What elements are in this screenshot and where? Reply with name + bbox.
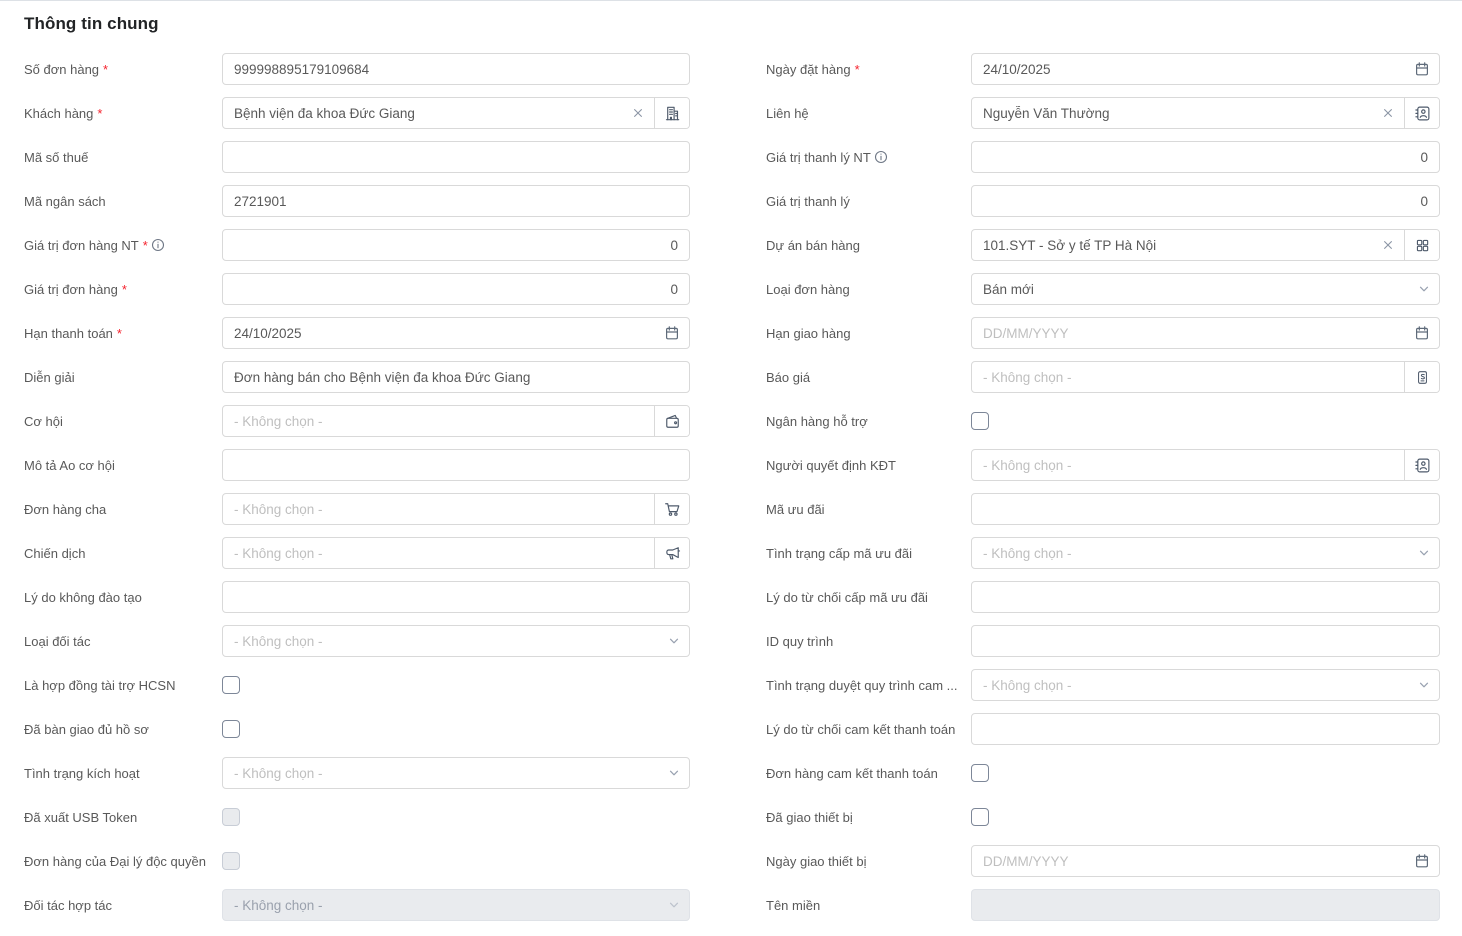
khach-hang-input[interactable]: [223, 98, 632, 128]
gia-tri-thanh-ly-nt-input[interactable]: [971, 141, 1440, 173]
co-hoi-lookup[interactable]: [222, 405, 690, 437]
field-label: Lý do từ chối cam kết thanh toán: [766, 721, 956, 737]
field-row-ngan-hang-ho-tro: [731, 399, 1462, 443]
ma-so-thue-input[interactable]: [222, 141, 690, 173]
bao-gia-lookup[interactable]: [971, 361, 1440, 393]
field-row-da-ban-giao-du-ho-so: [0, 707, 731, 751]
field-label: Đã xuất USB Token: [24, 809, 138, 825]
field-row-la-hop-dong-tai-tro-hcsn: [0, 663, 731, 707]
field-row-khach-hang: [0, 91, 731, 135]
field-row-ma-so-thue: [0, 135, 731, 179]
tinh-trang-kich-hoat-select[interactable]: [222, 757, 690, 789]
field-label: Mô tả Ao cơ hội: [24, 457, 115, 473]
field-label: Người quyết định KĐT: [766, 457, 896, 473]
ten-mien-input: [971, 889, 1440, 921]
field-label: Đã bàn giao đủ hồ sơ: [24, 721, 149, 737]
field-row-id-quy-trinh: [731, 619, 1462, 663]
don-hang-dai-ly-doc-quyen-checkbox: [222, 852, 240, 870]
field-label: Tình trạng cấp mã ưu đãi: [766, 545, 913, 561]
tinh-trang-duyet-quy-trinh-select[interactable]: [971, 669, 1440, 701]
bao-gia-input[interactable]: [972, 362, 1404, 392]
field-label: Dự án bán hàng: [766, 237, 860, 253]
decider-picker-button[interactable]: [1404, 450, 1439, 480]
field-label: Mã số thuế: [24, 149, 89, 165]
don-hang-cam-ket-thanh-toan-checkbox[interactable]: [971, 764, 989, 782]
field-row-ngay-giao-thiet-bi: [731, 839, 1462, 883]
ma-uu-dai-input[interactable]: [971, 493, 1440, 525]
han-giao-hang-input[interactable]: [971, 317, 1440, 349]
field-label: Ngày đặt hàng *: [766, 62, 860, 77]
field-label: Số đơn hàng *: [24, 62, 108, 77]
field-row-ma-uu-dai: [731, 487, 1462, 531]
contact-card-icon: [1414, 457, 1431, 474]
lien-he-input[interactable]: [972, 98, 1382, 128]
gia-tri-don-hang-nt-input[interactable]: [222, 229, 690, 261]
loai-don-hang-value[interactable]: [971, 273, 1440, 305]
chevron-down-icon: [1418, 679, 1430, 691]
field-label: ID quy trình: [766, 633, 834, 649]
field-row-tinh-trang-cap-ma-uu-dai: [731, 531, 1462, 575]
clear-icon[interactable]: [632, 98, 654, 128]
tinh-trang-duyet-quy-trinh-value[interactable]: [971, 669, 1440, 701]
tinh-trang-cap-ma-uu-dai-value[interactable]: [971, 537, 1440, 569]
chevron-down-icon: [668, 899, 680, 911]
field-label: Tên miền: [766, 897, 821, 913]
building-icon: [664, 105, 681, 122]
loai-doi-tac-value[interactable]: [222, 625, 690, 657]
field-label: Giá trị thanh lý: [766, 193, 850, 209]
han-thanh-toan-input[interactable]: [222, 317, 690, 349]
ngay-dat-hang-input[interactable]: [971, 53, 1440, 85]
field-row-loai-don-hang: [731, 267, 1462, 311]
da-giao-thiet-bi-checkbox[interactable]: [971, 808, 989, 826]
calendar-icon[interactable]: [1414, 853, 1430, 869]
don-hang-cha-input[interactable]: [223, 494, 654, 524]
field-label: Giá trị đơn hàng NT *: [24, 238, 148, 253]
field-row-du-an-ban-hang: [731, 223, 1462, 267]
don-hang-cha-lookup[interactable]: [222, 493, 690, 525]
field-row-don-hang-cha: [0, 487, 731, 531]
co-hoi-input[interactable]: [223, 406, 654, 436]
gia-tri-don-hang-input[interactable]: [222, 273, 690, 305]
form-column-right: [731, 47, 1462, 927]
field-row-ma-ngan-sach: [0, 179, 731, 223]
field-row-co-hoi: [0, 399, 731, 443]
field-row-han-giao-hang: [731, 311, 1462, 355]
field-label: Cơ hội: [24, 413, 63, 429]
ly-do-khong-dao-tao-input[interactable]: [222, 581, 690, 613]
field-label: Đơn hàng cam kết thanh toán: [766, 765, 938, 781]
info-icon[interactable]: [874, 150, 888, 164]
field-row-mo-ta-ao-co-hoi: [0, 443, 731, 487]
loai-doi-tac-select[interactable]: [222, 625, 690, 657]
chevron-down-icon: [1418, 283, 1430, 295]
doi-tac-hop-tac-value: [222, 889, 690, 921]
field-row-ly-do-tu-choi-cap-ma-uu-dai: [731, 575, 1462, 619]
field-label: Báo giá: [766, 369, 811, 385]
grid-icon: [1415, 238, 1430, 253]
field-label: Đã giao thiết bị: [766, 809, 853, 825]
field-row-da-giao-thiet-bi: [731, 795, 1462, 839]
calendar-icon[interactable]: [1414, 61, 1430, 77]
field-row-ten-mien: [731, 883, 1462, 927]
ma-ngan-sach-input[interactable]: [222, 185, 690, 217]
ly-do-tu-choi-cam-ket-input[interactable]: [971, 713, 1440, 745]
field-label: Đơn hàng của Đại lý độc quyền: [24, 853, 206, 869]
khach-hang-lookup[interactable]: [222, 97, 690, 129]
du-an-ban-hang-lookup[interactable]: [971, 229, 1440, 261]
field-row-doi-tac-hop-tac: [0, 883, 731, 927]
doi-tac-hop-tac-select: [222, 889, 690, 921]
so-don-hang-input[interactable]: [222, 53, 690, 85]
du-an-ban-hang-input[interactable]: [972, 230, 1382, 260]
field-label: Tình trạng duyệt quy trình cam ...: [766, 677, 958, 693]
loai-don-hang-select[interactable]: [971, 273, 1440, 305]
field-label: Loại đơn hàng: [766, 281, 850, 297]
field-row-gia-tri-don-hang-nt: [0, 223, 731, 267]
field-row-loai-doi-tac: [0, 619, 731, 663]
field-row-tinh-trang-duyet-quy-trinh: [731, 663, 1462, 707]
field-label: Loại đối tác: [24, 633, 91, 649]
da-ban-giao-du-ho-so-checkbox[interactable]: [222, 720, 240, 738]
field-row-lien-he: [731, 91, 1462, 135]
field-label: Lý do không đào tạo: [24, 589, 142, 605]
nguoi-quyet-dinh-kdt-input[interactable]: [972, 450, 1404, 480]
field-row-bao-gia: [731, 355, 1462, 399]
wallet-icon: [664, 413, 681, 430]
field-row-so-don-hang: [0, 47, 731, 91]
field-row-han-thanh-toan: [0, 311, 731, 355]
opportunity-picker-button[interactable]: [654, 406, 689, 436]
chien-dich-lookup[interactable]: [222, 537, 690, 569]
lien-he-lookup[interactable]: [971, 97, 1440, 129]
field-label: Liên hệ: [766, 105, 809, 121]
field-row-ly-do-khong-dao-tao: [0, 575, 731, 619]
form-column-left: [0, 47, 731, 927]
field-label: Hạn thanh toán *: [24, 326, 122, 341]
ngan-hang-ho-tro-checkbox[interactable]: [971, 412, 989, 430]
mo-ta-ao-co-hoi-input[interactable]: [222, 449, 690, 481]
chien-dich-input[interactable]: [223, 538, 654, 568]
la-hop-dong-tai-tro-hcsn-checkbox[interactable]: [222, 676, 240, 694]
quote-picker-button[interactable]: [1404, 362, 1439, 392]
field-label: Giá trị thanh lý NT: [766, 149, 871, 165]
field-row-gia-tri-thanh-ly: [731, 179, 1462, 223]
contact-card-icon: [1414, 105, 1431, 122]
clear-icon[interactable]: [1382, 98, 1404, 128]
field-label: Mã ngân sách: [24, 193, 106, 209]
quote-document-icon: [1415, 370, 1430, 385]
field-label: Diễn giải: [24, 369, 75, 385]
field-row-don-hang-cam-ket-thanh-toan: [731, 751, 1462, 795]
info-icon[interactable]: [151, 238, 165, 252]
field-label: Là hợp đồng tài trợ HCSN: [24, 677, 176, 693]
field-label: Đơn hàng cha: [24, 501, 107, 517]
field-label: Ngân hàng hỗ trợ: [766, 413, 868, 429]
field-label: Tình trạng kích hoạt: [24, 765, 140, 781]
da-xuat-usb-token-checkbox: [222, 808, 240, 826]
gia-tri-thanh-ly-input[interactable]: [971, 185, 1440, 217]
field-row-gia-tri-thanh-ly-nt: [731, 135, 1462, 179]
field-label: Chiến dịch: [24, 545, 86, 561]
field-row-nguoi-quyet-dinh-kdt: [731, 443, 1462, 487]
clear-icon[interactable]: [1382, 230, 1404, 260]
id-quy-trinh-input[interactable]: [971, 625, 1440, 657]
cart-icon: [664, 501, 681, 518]
campaign-picker-button[interactable]: [654, 538, 689, 568]
field-row-don-hang-dai-ly-doc-quyen: [0, 839, 731, 883]
calendar-icon[interactable]: [664, 325, 680, 341]
field-label: Hạn giao hàng: [766, 325, 851, 341]
field-row-dien-giai: [0, 355, 731, 399]
nguoi-quyet-dinh-kdt-lookup[interactable]: [971, 449, 1440, 481]
customer-picker-button[interactable]: [654, 98, 689, 128]
parent-order-picker-button[interactable]: [654, 494, 689, 524]
field-row-tinh-trang-kich-hoat: [0, 751, 731, 795]
field-label: Lý do từ chối cấp mã ưu đãi: [766, 589, 928, 605]
field-label: Mã ưu đãi: [766, 501, 825, 517]
field-row-gia-tri-don-hang: [0, 267, 731, 311]
megaphone-icon: [664, 545, 681, 562]
project-picker-button[interactable]: [1404, 230, 1439, 260]
field-label: Khách hàng *: [24, 106, 102, 121]
field-row-da-xuat-usb-token: [0, 795, 731, 839]
tinh-trang-cap-ma-uu-dai-select[interactable]: [971, 537, 1440, 569]
field-row-ly-do-tu-choi-cam-ket: [731, 707, 1462, 751]
calendar-icon[interactable]: [1414, 325, 1430, 341]
field-row-chien-dich: [0, 531, 731, 575]
dien-giai-input[interactable]: [222, 361, 690, 393]
chevron-down-icon: [668, 767, 680, 779]
chevron-down-icon: [1418, 547, 1430, 559]
section-title: Thông tin chung: [24, 14, 159, 33]
field-label: Ngày giao thiết bị: [766, 853, 867, 869]
field-row-ngay-dat-hang: [731, 47, 1462, 91]
tinh-trang-kich-hoat-value[interactable]: [222, 757, 690, 789]
field-label: Đối tác hợp tác: [24, 897, 113, 913]
ly-do-tu-choi-cap-ma-uu-dai-input[interactable]: [971, 581, 1440, 613]
field-label: Giá trị đơn hàng *: [24, 282, 127, 297]
chevron-down-icon: [668, 635, 680, 647]
ngay-giao-thiet-bi-input[interactable]: [971, 845, 1440, 877]
form-grid: [0, 47, 1462, 927]
contact-picker-button[interactable]: [1404, 98, 1439, 128]
